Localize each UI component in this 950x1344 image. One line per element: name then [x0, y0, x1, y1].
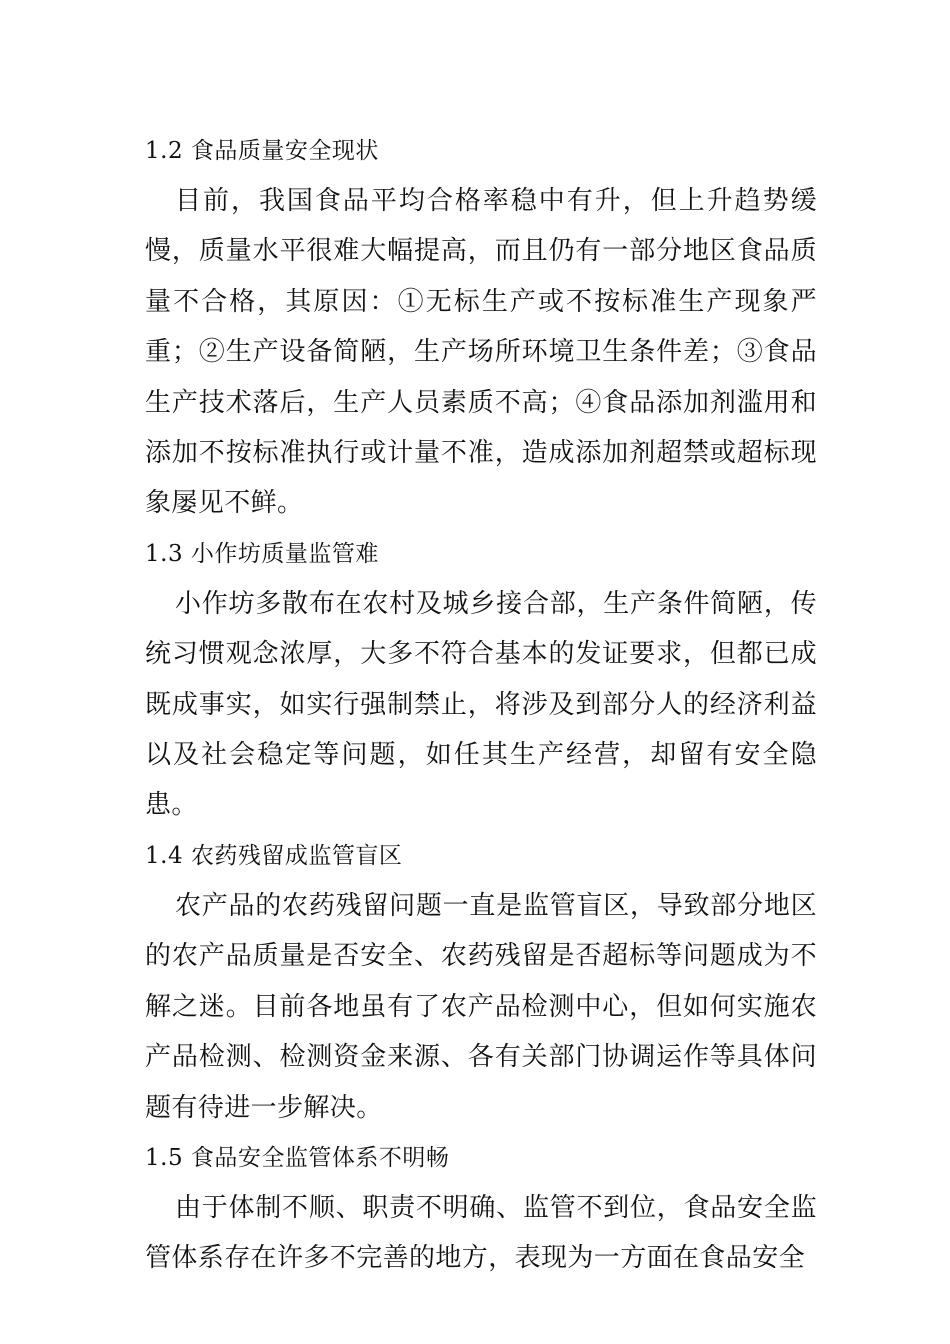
document-body	[145, 126, 817, 1284]
section-paragraph-1-5: 由于体制不顺、职责不明确、监管不到位，食品安全监管体系存在许多不完善的地方，表现为一方面在食品安全	[145, 1192, 817, 1274]
section-heading-1-5: 1.5 食品安全监管体系不明畅	[145, 1144, 450, 1171]
section-heading-1-4: 1.4 农药残留成监管盲区	[145, 842, 403, 869]
section-paragraph-1-4: 农产品的农药残留问题一直是监管盲区，导致部分地区的农产品质量是否安全、农药残留是否超标等问题成为不解之迷。目前各地虽有了农产品检测中心，但如何实施农产品检测、检测资金来源、各有关部门协调运作等具体问题有待进一步解决。	[145, 890, 817, 1123]
section-heading-1-3: 1.3 小作坊质量监管难	[145, 540, 379, 567]
section-heading-1-2: 1.2 食品质量安全现状	[145, 138, 379, 164]
section-paragraph-1-3: 小作坊多散布在农村及城乡接合部，生产条件简陋，传统习惯观念浓厚，大多不符合基本的发证要求，但都已成既成事实，如实行强制禁止，将涉及到部分人的经济利益以及社会稳定等问题，如任其生产经营，却留有安全隐患。	[145, 588, 817, 821]
section-paragraph-1-2: 目前，我国食品平均合格率稳中有升，但上升趋势缓慢，质量水平很难大幅提高，而且仍有一部分地区食品质量不合格，其原因：①无标生产或不按标准生产现象严重；②生产设备简陋，生产场所环境卫生条件差；③食品生产技术落后，生产人员素质不高；④食品添加剂滥用和添加不按标准执行或计量不准，造成添加剂超禁或超标现象屡见不鲜。	[145, 186, 817, 519]
